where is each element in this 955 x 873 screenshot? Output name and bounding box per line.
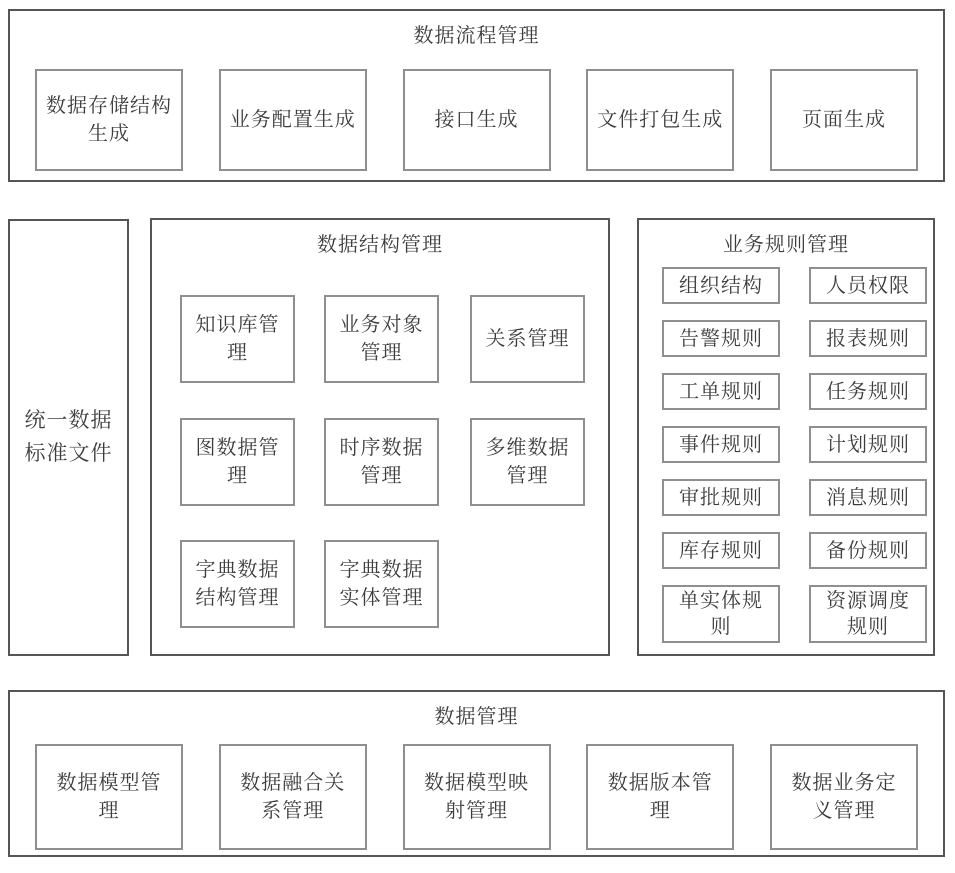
rule-box-personnel-permissions: 人员权限: [809, 267, 927, 304]
rule-box-single-entity-rules: 单实体规则: [662, 585, 780, 643]
business-rules-grid: [662, 267, 933, 643]
data-box-version-management: 数据版本管理: [586, 744, 734, 850]
rule-box-alarm-rules: 告警规则: [662, 320, 780, 357]
data-box-model-mapping-management: 数据模型映射管理: [403, 744, 551, 850]
data-structure-panel: [150, 218, 610, 656]
data-box-fusion-relationship-management: 数据融合关系管理: [219, 744, 367, 850]
flow-box-page-generation: 页面生成: [770, 69, 918, 171]
data-box-model-management: 数据模型管理: [35, 744, 183, 850]
rule-box-approval-rules: 审批规则: [662, 479, 780, 516]
structure-box-graph-data: 图数据管理: [180, 418, 295, 506]
rule-box-message-rules: 消息规则: [809, 479, 927, 516]
unified-data-standard-panel: [8, 219, 129, 656]
structure-box-multidimensional-data: 多维数据管理: [470, 418, 585, 506]
business-rules-panel: [637, 218, 935, 656]
flow-box-file-packaging-generation: 文件打包生成: [586, 69, 734, 171]
flow-box-interface-generation: 接口生成: [403, 69, 551, 171]
rule-box-backup-rules: 备份规则: [809, 532, 927, 569]
structure-box-timeseries-data: 时序数据管理: [324, 418, 439, 506]
data-management-panel: [8, 690, 945, 857]
data-structure-title: 数据结构管理: [317, 234, 443, 256]
data-flow-title: 数据流程管理: [413, 25, 540, 47]
data-management-title: 数据管理: [434, 706, 519, 728]
business-rules-title: 业务规则管理: [723, 234, 849, 256]
rule-box-organization-structure: 组织结构: [662, 267, 780, 304]
rule-box-task-rules: 任务规则: [809, 373, 927, 410]
data-box-business-definition-management: 数据业务定义管理: [770, 744, 918, 850]
flow-box-storage-structure-generation: 数据存储结构生成: [35, 69, 183, 171]
rule-box-report-rules: 报表规则: [809, 320, 927, 357]
data-management-box-row: [10, 744, 943, 850]
unified-data-standard-label: 统一数据标准文件: [24, 408, 113, 465]
structure-box-relationship: 关系管理: [470, 295, 585, 383]
structure-box-business-object: 业务对象管理: [324, 295, 439, 383]
structure-box-dictionary-entity: 字典数据实体管理: [324, 540, 439, 628]
rule-box-inventory-rules: 库存规则: [662, 532, 780, 569]
structure-box-dictionary-structure: 字典数据结构管理: [180, 540, 295, 628]
rule-box-plan-rules: 计划规则: [809, 426, 927, 463]
structure-box-knowledge-base: 知识库管理: [180, 295, 295, 383]
data-flow-box-row: [10, 69, 943, 171]
rule-box-work-order-rules: 工单规则: [662, 373, 780, 410]
rule-box-event-rules: 事件规则: [662, 426, 780, 463]
data-flow-panel: [8, 9, 945, 182]
flow-box-business-config-generation: 业务配置生成: [219, 69, 367, 171]
rule-box-resource-scheduling-rules: 资源调度规则: [809, 585, 927, 643]
